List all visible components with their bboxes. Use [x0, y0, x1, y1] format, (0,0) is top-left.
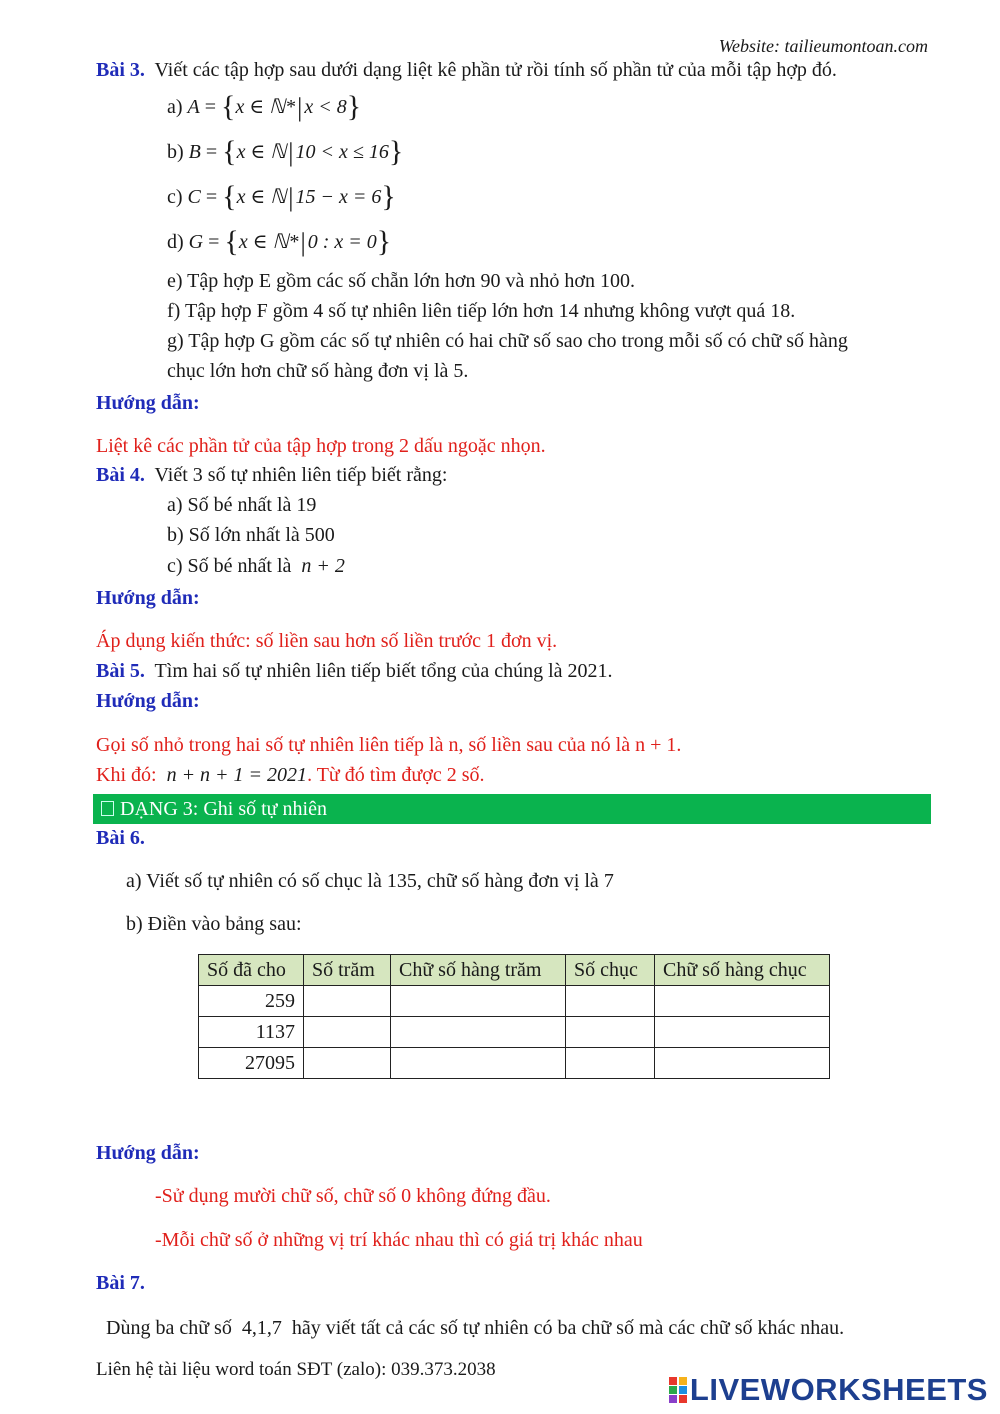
bai3-g-line1: g) Tập hợp G gồm các số tự nhiên có hai chữ số sao cho trong mỗi số có chữ số hàng	[167, 330, 848, 352]
table-cell[interactable]	[566, 1017, 655, 1048]
table-cell-number: 1137	[199, 1017, 304, 1048]
table-cell[interactable]	[391, 986, 566, 1017]
table-header: Chữ số hàng chục	[655, 955, 830, 986]
table-cell[interactable]	[566, 1048, 655, 1079]
table-cell[interactable]	[391, 1048, 566, 1079]
bai3-text: Viết các tập hợp sau dưới dạng liệt kê phần tử rồi tính số phần tử của mỗi tập hợp đó.	[154, 59, 837, 81]
bai3-b-domain: x ∈ ℕ	[236, 141, 287, 163]
bai5-guide2-pre: Khi đó:	[96, 764, 157, 786]
liveworksheets-logo[interactable]	[669, 1373, 988, 1407]
bai3-b-condition: 10 < x ≤ 16	[295, 141, 389, 163]
table-cell[interactable]	[655, 986, 830, 1017]
bai5-guide-label: Hướng dẫn:	[96, 690, 200, 712]
table-cell-number: 27095	[199, 1048, 304, 1079]
section-band	[93, 794, 931, 824]
bai3-guide: Liệt kê các phần tử của tập hợp trong 2 dấu ngoặc nhọn.	[96, 435, 546, 457]
bai6-guide-label: Hướng dẫn:	[96, 1142, 200, 1164]
bai3-a: a) A = {x ∈ ℕ*| x < 8}	[167, 90, 362, 123]
bai5-text: Tìm hai số tự nhiên liên tiếp biết tổng của chúng là 2021.	[154, 660, 613, 682]
bai7-text-post: hãy viết tất cả các số tự nhiên có ba chữ số mà các chữ số khác nhau.	[291, 1317, 845, 1339]
table-cell[interactable]	[655, 1017, 830, 1048]
table-row	[199, 1048, 830, 1079]
bai3-c-set: C	[187, 186, 201, 208]
table-header: Số trăm	[304, 955, 391, 986]
bai4-label: Bài 4.	[96, 464, 145, 486]
bai4-b: b) Số lớn nhất là 500	[167, 524, 335, 546]
bai4-c	[167, 553, 345, 579]
bai6-guide2: -Mỗi chữ số ở những vị trí khác nhau thì có giá trị khác nhau	[155, 1229, 643, 1251]
bai3-b-set: B	[188, 141, 201, 163]
bai3-guide-label: Hướng dẫn:	[96, 392, 200, 414]
website-header: Website: tailieumontoan.com	[718, 36, 928, 56]
bai7-digits: 4,1,7	[241, 1317, 282, 1339]
bai3-d-prefix: d)	[167, 231, 184, 253]
bai3-a-condition: x < 8	[304, 96, 347, 118]
bai3-b: b) B = {x ∈ ℕ| 10 < x ≤ 16}	[167, 135, 404, 168]
bai4-a: a) Số bé nhất là 19	[167, 494, 317, 516]
checkbox-square-icon	[101, 801, 114, 816]
bai7-text	[106, 1315, 844, 1341]
bai3-line	[96, 57, 837, 83]
bai3-d-set: G	[188, 231, 204, 253]
bai3-c-domain: x ∈ ℕ	[236, 186, 287, 208]
footer-contact: Liên hệ tài liệu word toán SĐT (zalo): 039.373.2038	[96, 1359, 496, 1380]
bai5-line	[96, 658, 613, 684]
bai3-a-set: A	[187, 96, 200, 118]
bai3-d-condition: 0 : x = 0	[307, 231, 377, 253]
table-header: Số chục	[566, 955, 655, 986]
bai4-text: Viết 3 số tự nhiên liên tiếp biết rằng:	[154, 464, 448, 486]
bai5-guide1: Gọi số nhỏ trong hai số tự nhiên liên tiếp là n, số liền sau của nó là n + 1.	[96, 734, 682, 756]
table-cell[interactable]	[304, 1017, 391, 1048]
bai3-label: Bài 3.	[96, 59, 145, 81]
bai7-text-pre: Dùng ba chữ số	[106, 1317, 232, 1339]
table-cell[interactable]	[304, 1048, 391, 1079]
bai3-f: f) Tập hợp F gồm 4 số tự nhiên liên tiếp lớn hơn 14 nhưng không vượt quá 18.	[167, 300, 796, 322]
bai3-c-prefix: c)	[167, 186, 183, 208]
bai3-c-condition: 15 − x = 6	[295, 186, 382, 208]
bai5-guide2-post: . Từ đó tìm được 2 số.	[307, 764, 485, 786]
table-header: Số đã cho	[199, 955, 304, 986]
bai3-d-domain: x ∈ ℕ*	[238, 231, 299, 253]
table-cell[interactable]	[566, 986, 655, 1017]
bai3-b-prefix: b)	[167, 141, 184, 163]
table-header: Chữ số hàng trăm	[391, 955, 566, 986]
table-row	[199, 986, 830, 1017]
section-title: DẠNG 3: Ghi số tự nhiên	[120, 798, 327, 820]
bai4-guide-label: Hướng dẫn:	[96, 587, 200, 609]
bai4-guide: Áp dụng kiến thức: số liền sau hơn số liền trước 1 đơn vị.	[96, 630, 558, 652]
bai3-g-line2: chục lớn hơn chữ số hàng đơn vị là 5.	[167, 360, 469, 382]
number-table	[198, 954, 830, 1079]
bai6-guide1: -Sử dụng mười chữ số, chữ số 0 không đứng đầu.	[155, 1185, 551, 1207]
bai7-label: Bài 7.	[96, 1272, 145, 1294]
bai4-c-math: n + 2	[301, 555, 345, 577]
bai3-c: c) C = {x ∈ ℕ| 15 − x = 6}	[167, 180, 396, 213]
bai4-c-text: c) Số bé nhất là	[167, 555, 292, 577]
table-cell[interactable]	[391, 1017, 566, 1048]
table-header-row	[199, 955, 830, 986]
bai3-a-prefix: a)	[167, 96, 183, 118]
table-row	[199, 1017, 830, 1048]
bai5-guide2-math: n + n + 1 = 2021	[166, 764, 308, 786]
bai6-label: Bài 6.	[96, 827, 145, 849]
logo-text: LIVEWORKSHEETS	[689, 1372, 988, 1407]
logo-blocks-icon	[669, 1377, 687, 1403]
bai6-a: a) Viết số tự nhiên có số chục là 135, chữ số hàng đơn vị là 7	[126, 870, 614, 892]
bai5-guide2	[96, 762, 485, 788]
bai3-e: e) Tập hợp E gồm các số chẵn lớn hơn 90 và nhỏ hơn 100.	[167, 270, 635, 292]
table-cell[interactable]	[304, 986, 391, 1017]
bai4-line	[96, 462, 447, 488]
table-cell[interactable]	[655, 1048, 830, 1079]
bai3-a-domain: x ∈ ℕ*	[235, 96, 296, 118]
table-cell-number: 259	[199, 986, 304, 1017]
bai6-b: b) Điền vào bảng sau:	[126, 913, 302, 935]
bai3-d: d) G = {x ∈ ℕ*| 0 : x = 0}	[167, 225, 392, 258]
bai5-label: Bài 5.	[96, 660, 145, 682]
